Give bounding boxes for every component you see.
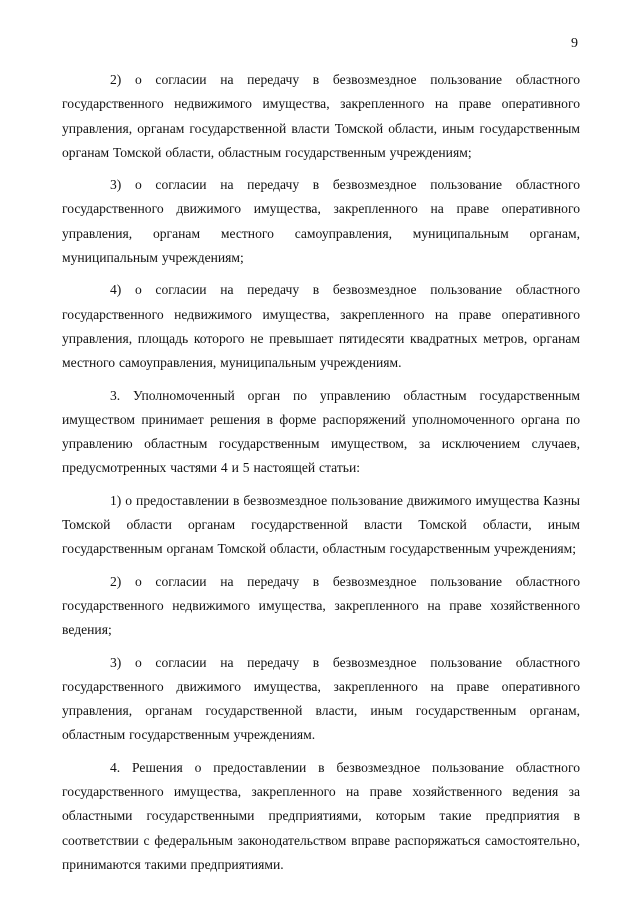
paragraph-2: 3) о согласии на передачу в безвозмездное пользование областного государственного движимого имущества, закрепленного на праве оперативного управления, органам местного самоуправления, муниципальным органам, муниципальным учреждениям; [62,177,580,266]
paragraph-4: 3. Уполномоченный орган по управлению областным государственным имуществом принимает решения в форме распоряжений уполномоченного органа по управлению областным государственным имуществом, за исключением случаев, предусмотренных частями 4 и 5 настоящей статьи: [62,387,580,476]
paragraph-5: 1) о предоставлении в безвозмездное пользование движимого имущества Казны Томской области органам государственной власти Томской области, иным государственным органам Томской области, областным государственным учреждениям; [62,492,580,557]
paragraph-7: 3) о согласии на передачу в безвозмездное пользование областного государственного движимого имущества, закрепленного на праве оперативного управления, органам государственной власти, иным государственным органам, областным государственным учреждениям. [62,654,580,743]
paragraph-1: 2) о согласии на передачу в безвозмездное пользование областного государственного недвижимого имущества, закрепленного на праве оперативного управления, органам государственной власти Томской области, иным государственным органам Томской области, областным государственным учреждениям; [62,72,580,160]
paragraph-6: 2) о согласии на передачу в безвозмездное пользование областного государственного недвижимого имущества, закрепленного на праве хозяйственного ведения; [62,573,580,638]
paragraph-3: 4) о согласии на передачу в безвозмездное пользование областного государственного недвижимого имущества, закрепленного на праве оперативного управления, площадь которого не превышает пятидесяти квадратных метров, органам местного самоуправления, муниципальным учреждениям. [62,282,580,371]
paragraph-8: 4. Решения о предоставлении в безвозмездное пользование областного государственного имущества, закрепленного на праве хозяйственного ведения за областными государственными предприятиями, которым такие предприятия в соответствии с федеральным законодательством вправе распоряжаться самостоятельно, принимаются такими предприятиями. [62,759,580,872]
document-body [62,68,580,885]
page-number: 9 [571,36,578,51]
